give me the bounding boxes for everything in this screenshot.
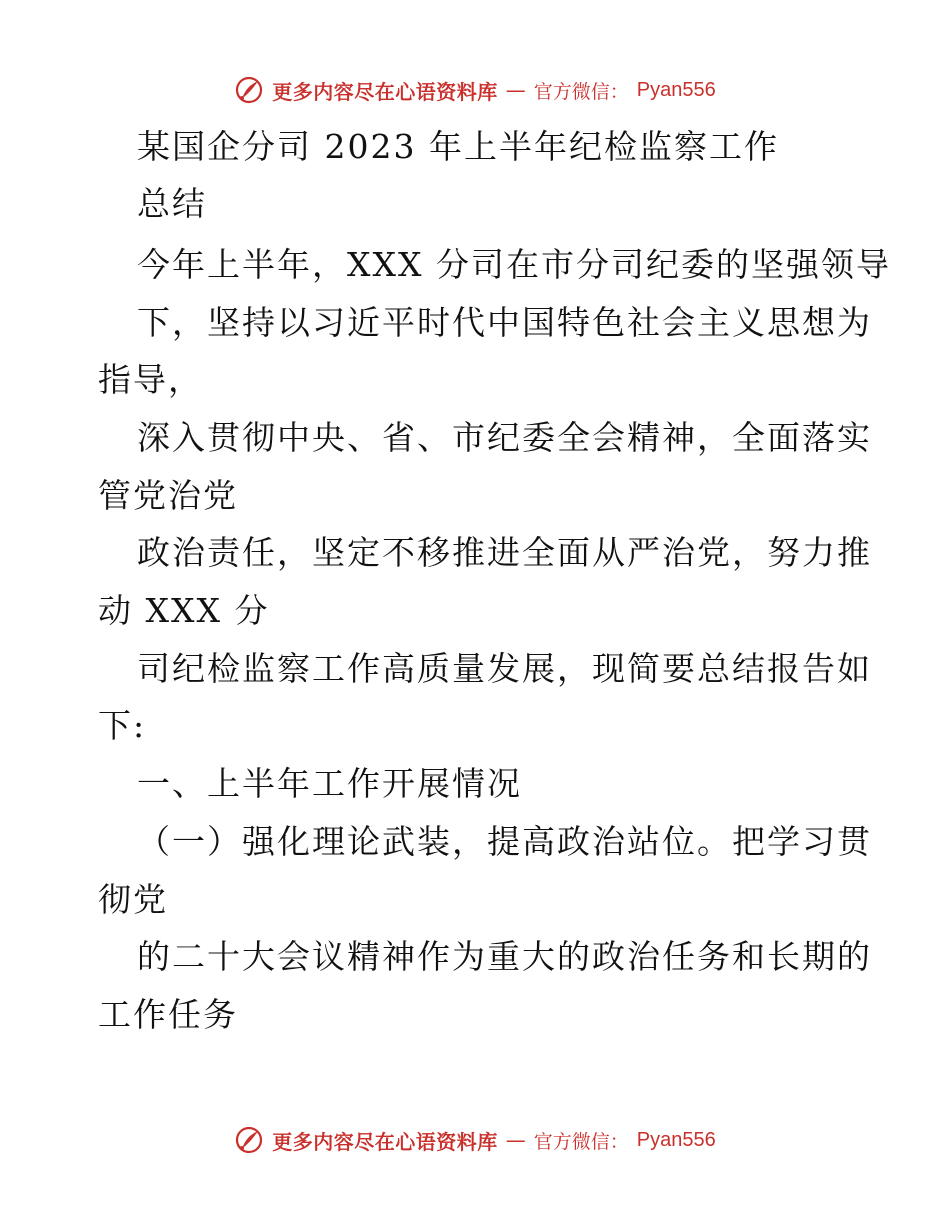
- body-line: （一）强化理论武装，提高政治站位。把学习贯: [137, 822, 872, 861]
- body-line: 下:: [98, 706, 147, 745]
- body-line: 深入贯彻中央、省、市纪委全会精神，全面落实: [137, 418, 872, 457]
- header-watermark: [0, 70, 950, 110]
- watermark-separator: —: [505, 78, 526, 102]
- wechat-id: Pyan556: [636, 1128, 716, 1151]
- section-heading: 一、上半年工作开展情况: [137, 764, 522, 803]
- body-line: 的二十大会议精神作为重大的政治任务和长期的: [137, 937, 872, 976]
- watermark-separator: —: [505, 1128, 526, 1152]
- body-line: 司纪检监察工作高质量发展，现简要总结报告如: [137, 649, 872, 688]
- body-line: 今年上半年，XXX 分司在市分司纪委的坚强领导: [137, 245, 891, 284]
- wechat-label: 官方微信：: [533, 80, 629, 103]
- body-line: 工作任务: [98, 995, 238, 1034]
- body-line: 政治责任，坚定不移推进全面从严治党，努力推: [137, 533, 872, 572]
- body-line: 下，坚持以习近平时代中国特色社会主义思想为: [137, 303, 872, 342]
- watermark-text: 更多内容尽在心语资料库: [272, 1129, 498, 1154]
- body-line: 管党治党: [98, 476, 238, 515]
- quill-ink-logo-icon: [234, 1125, 264, 1155]
- wechat-label: 官方微信：: [533, 1130, 629, 1153]
- body-line: 动 XXX 分: [98, 591, 270, 630]
- footer-watermark: [0, 1120, 950, 1160]
- watermark-text: 更多内容尽在心语资料库: [272, 79, 498, 104]
- document-title-line-2: 总结: [137, 184, 207, 223]
- body-line: 指导，: [98, 360, 203, 399]
- quill-ink-logo-icon: [234, 75, 264, 105]
- body-line: 彻党: [98, 880, 168, 919]
- wechat-id: Pyan556: [636, 78, 716, 101]
- document-title-line-1: 某国企分司 2023 年上半年纪检监察工作: [137, 127, 779, 166]
